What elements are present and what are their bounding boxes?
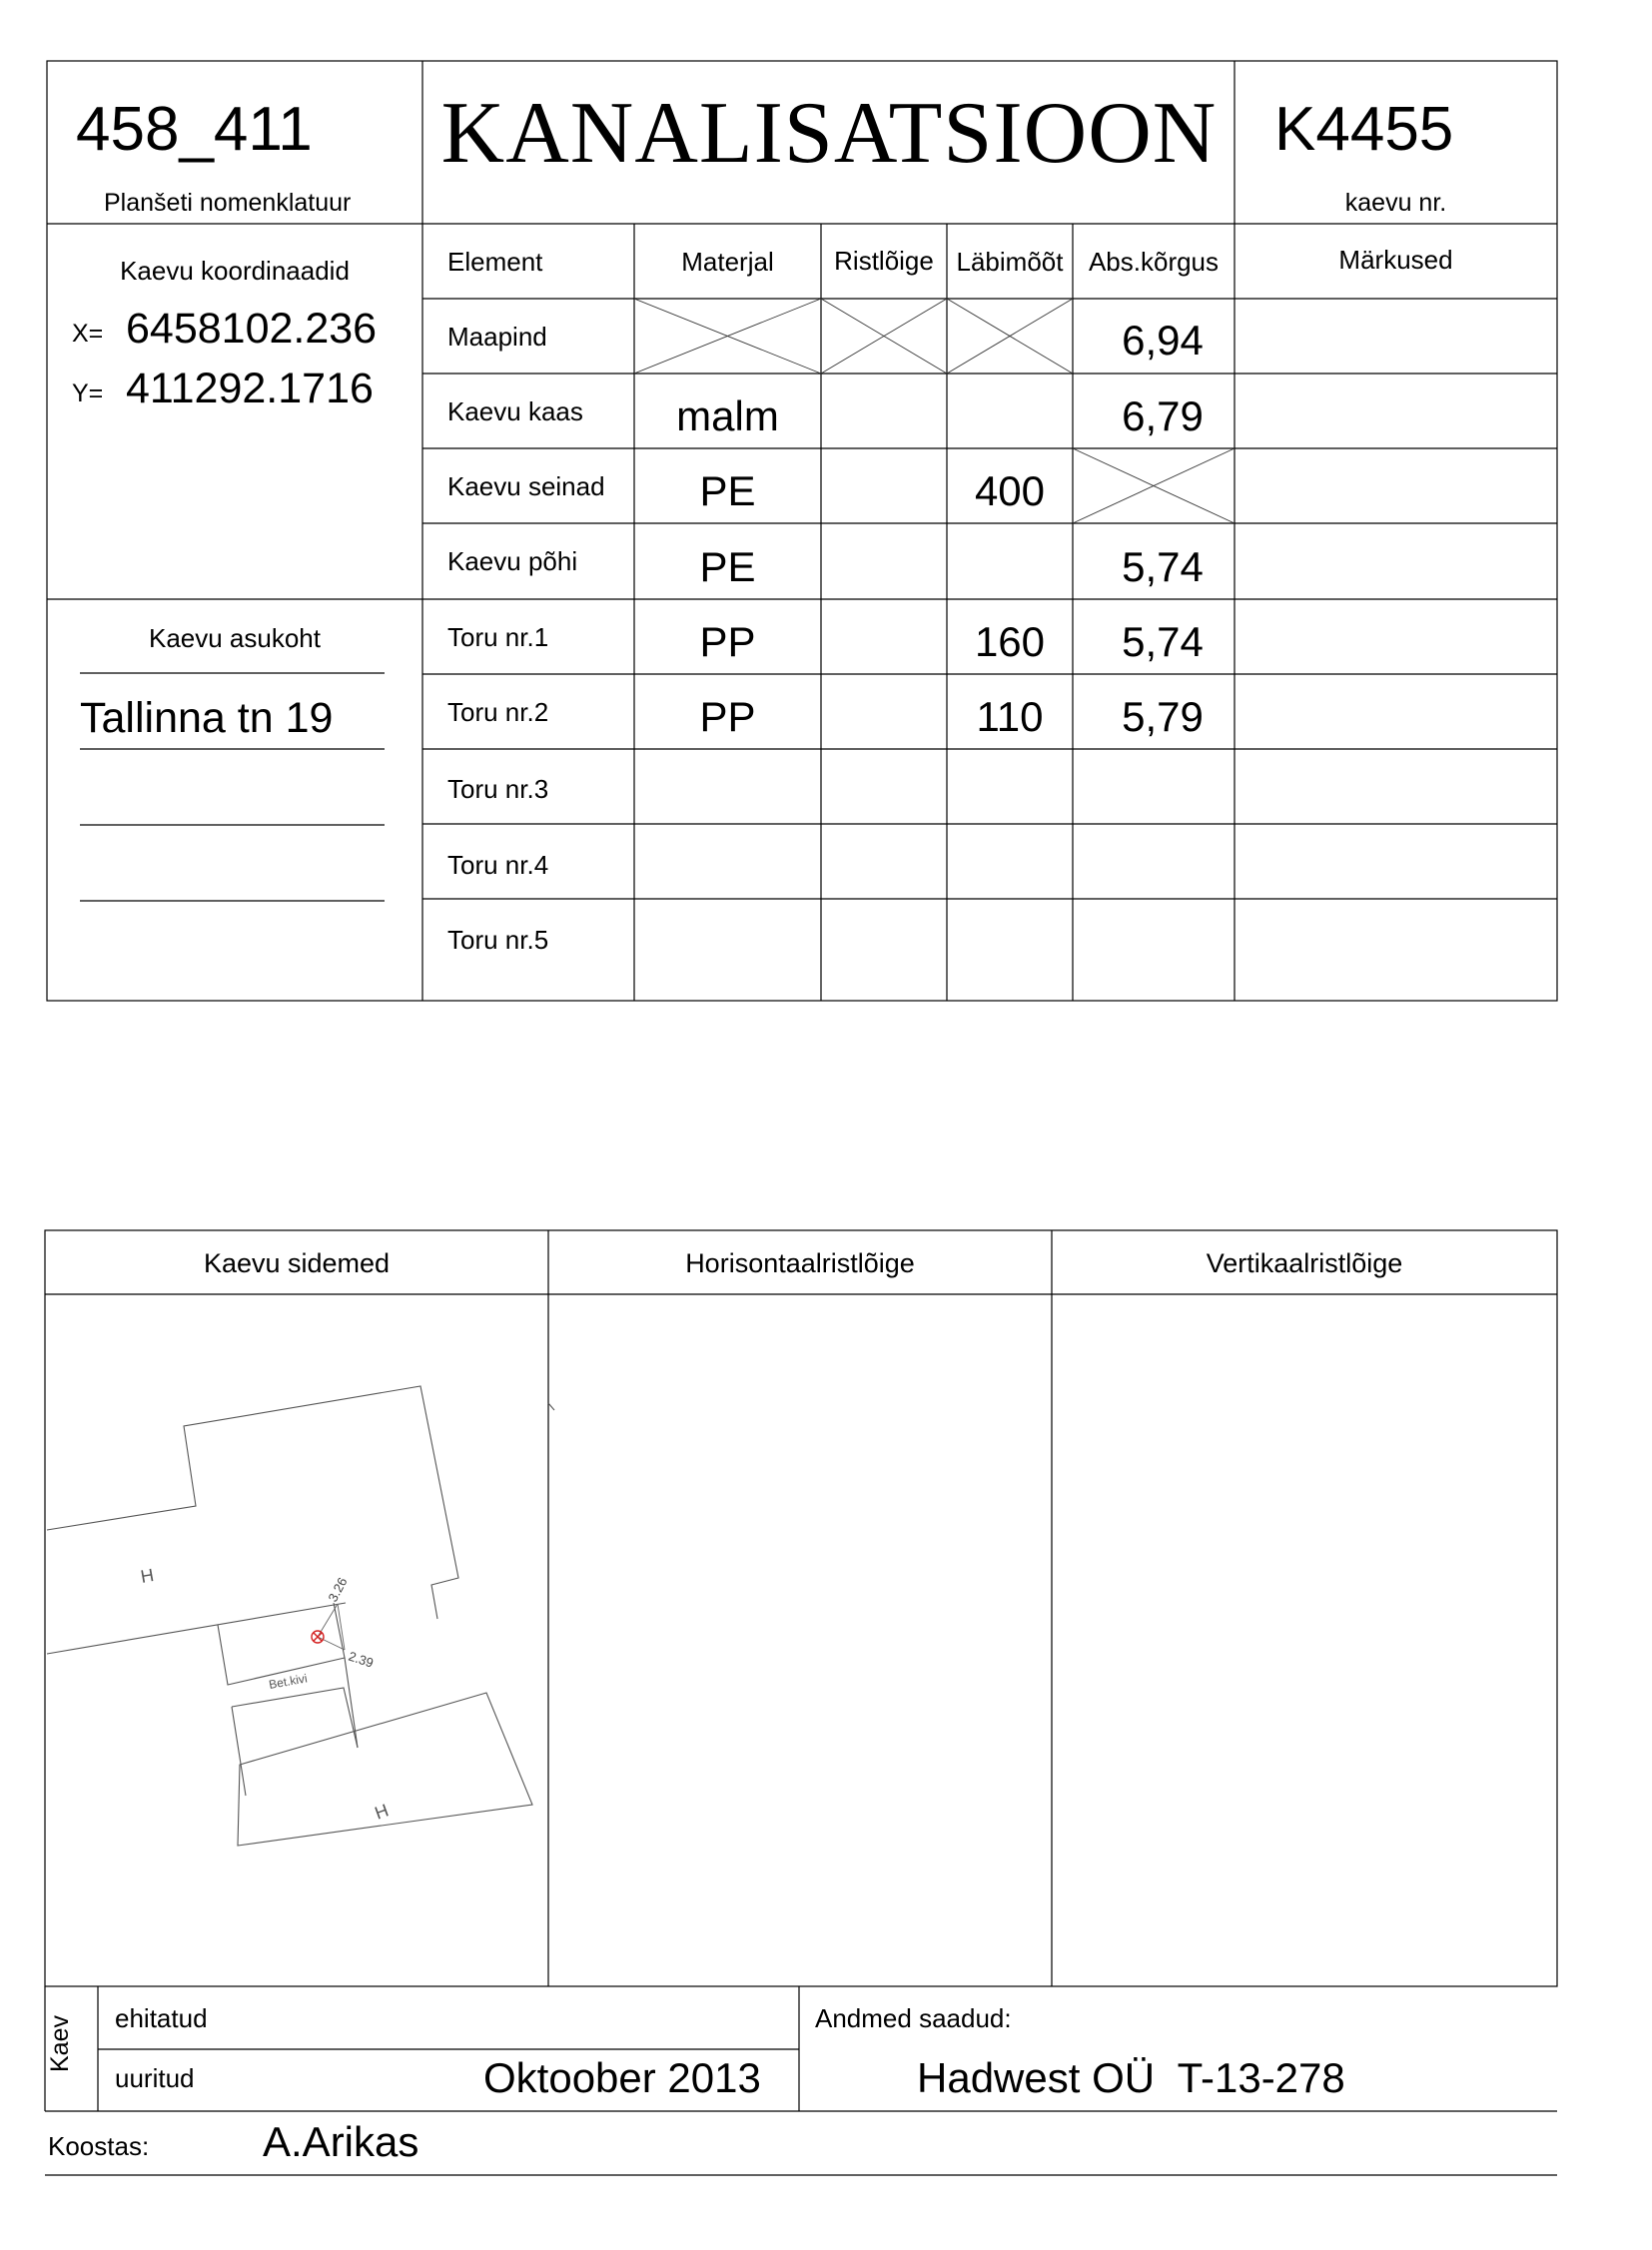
col-header-material: Materjal <box>681 247 774 277</box>
col-header-element: Element <box>447 247 543 277</box>
row-element: Toru nr.1 <box>447 622 549 652</box>
side-label: Kaev <box>46 2015 74 2072</box>
col-header-abs-height: Abs.kõrgus <box>1088 247 1220 277</box>
row-element: Kaevu seinad <box>447 471 605 501</box>
col-header-notes: Märkused <box>1338 245 1453 275</box>
row-abs-height: 5,74 <box>1122 618 1204 665</box>
built-label: ehitatud <box>115 2003 208 2033</box>
surveyed-label: uuritud <box>115 2063 195 2093</box>
row-diameter: 400 <box>974 467 1046 514</box>
row-material: PE <box>699 467 756 514</box>
row-abs-height: 5,74 <box>1122 543 1204 590</box>
row-element: Toru nr.3 <box>447 774 549 804</box>
sketch-label-h2: H <box>372 1800 392 1824</box>
row-diameter: 160 <box>974 618 1046 665</box>
data-source-label: Andmed saadud: <box>815 2003 1012 2033</box>
well-id: K4455 <box>1274 95 1454 164</box>
x-coordinate: 6458102.236 <box>126 305 378 353</box>
row-abs-height: 6,79 <box>1122 392 1204 439</box>
y-coordinate: 411292.1716 <box>126 365 374 412</box>
coordinates-label: Kaevu koordinaadid <box>120 256 350 286</box>
sketch-dist-1: 3.26 <box>325 1575 351 1605</box>
data-source: Hadwest OÜ T-13-278 <box>917 2054 1345 2101</box>
well-marker-icon <box>312 1631 324 1643</box>
section-links-title: Kaevu sidemed <box>203 1248 391 1278</box>
row-material: PP <box>699 693 756 740</box>
row-diameter: 110 <box>976 693 1044 740</box>
section-horizontal-title: Horisontaalristlõige <box>685 1248 915 1278</box>
sketch-label-h1: H <box>139 1564 156 1587</box>
page-title: KANALISATSIOON <box>440 85 1218 182</box>
well-label: kaevu nr. <box>1344 189 1447 217</box>
sheet-number: 458_411 <box>76 95 313 164</box>
col-header-cross-section: Ristlõige <box>834 246 934 276</box>
col-header-diameter: Läbimõõt <box>956 247 1064 277</box>
row-abs-height: 6,94 <box>1122 317 1204 364</box>
row-element: Toru nr.5 <box>447 925 549 955</box>
y-prefix: Y= <box>72 379 104 407</box>
row-element: Kaevu põhi <box>447 546 578 576</box>
section-vertical-title: Vertikaalristlõige <box>1206 1248 1403 1278</box>
row-element: Kaevu kaas <box>447 396 583 426</box>
row-abs-height: 5,79 <box>1122 693 1204 740</box>
row-element: Toru nr.4 <box>447 850 549 880</box>
sketch-pavement-label: Bet.kivi <box>268 1671 309 1692</box>
row-element: Toru nr.2 <box>447 697 549 727</box>
row-material: PP <box>699 618 756 665</box>
location-address: Tallinna tn 19 <box>80 694 334 742</box>
author-name: A.Arikas <box>263 2118 419 2165</box>
x-prefix: X= <box>72 320 104 348</box>
row-element: Maapind <box>447 322 547 352</box>
location-label: Kaevu asukoht <box>148 623 321 653</box>
surveyed-date: Oktoober 2013 <box>483 2054 761 2101</box>
sheet-label: Planšeti nomenklatuur <box>104 189 352 217</box>
row-material: PE <box>699 543 756 590</box>
row-material: malm <box>676 392 779 439</box>
sketch-dist-2: 2.39 <box>347 1648 376 1671</box>
author-label: Koostas: <box>48 2131 150 2161</box>
building-outlines <box>47 1386 554 1846</box>
